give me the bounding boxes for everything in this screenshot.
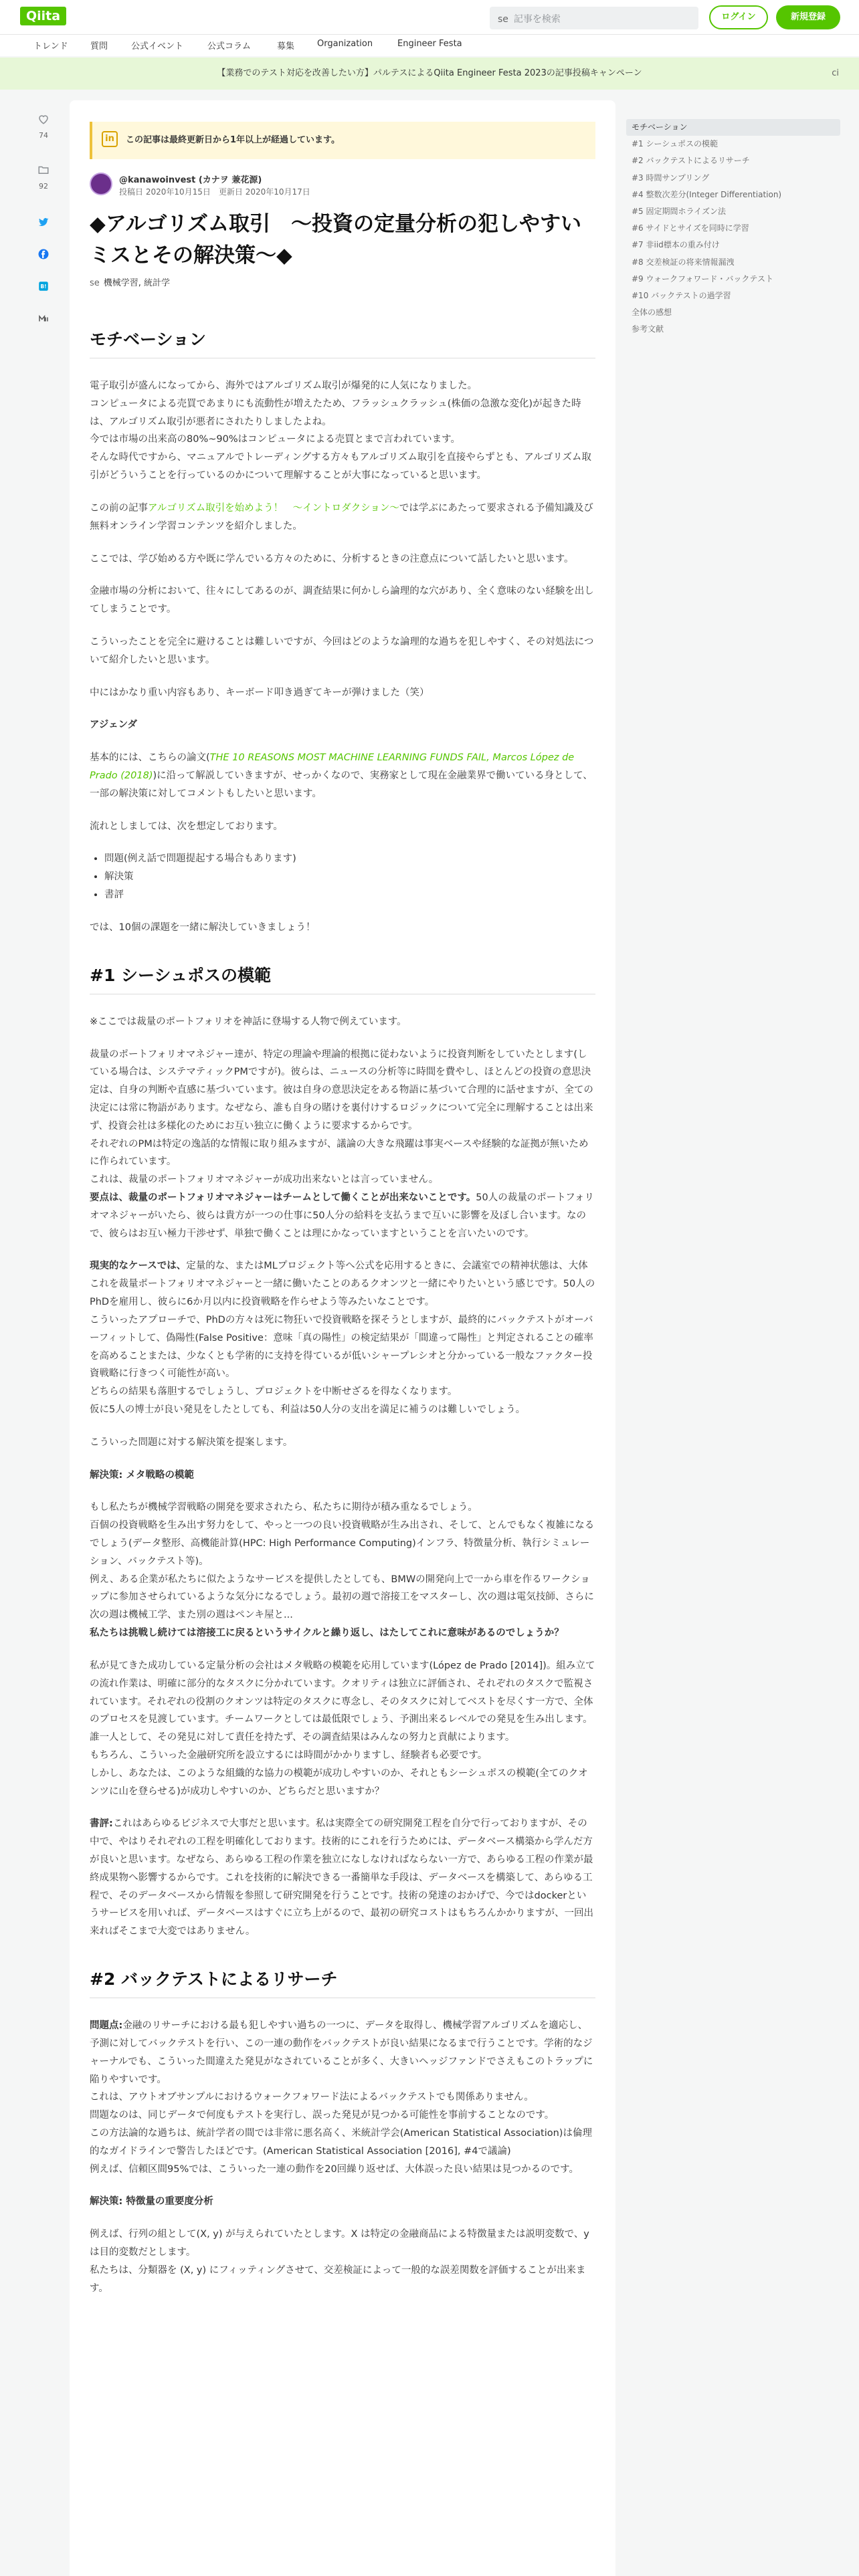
paragraph: 流れとしましては、次を想定しております。 — [90, 821, 283, 832]
outdated-notice — [90, 122, 595, 159]
svg-text:B!: B! — [40, 284, 47, 290]
search-input[interactable] — [490, 7, 698, 29]
page-title: ◆アルゴリズム取引 〜投資の定量分析の犯しやすいミスとその解決策〜◆ — [90, 212, 581, 267]
paragraph: 電子取引が盛んになってから、海外ではアルゴリズム取引が爆発的に人気になりました。 コンピュータによる売買であまりにも流動性が増えたため、フラッシュクラッシュ(株価の急激な変化)が起きた時は、アルゴリズム取引が悪者にされたりしましたよね。 今では市場の出来高の80%~90%はコンピュータによる売買とまで言われています。 そんな時代ですから、マニュアルでトレーディングする方々もアルゴリズム取引を直接やらずとも、アルゴリズム取引がどういうことを行っているのかについて理解することが大事になっていると思います。 — [90, 381, 591, 481]
notice-icon: in — [102, 131, 118, 147]
section-heading-motivation: モチベーション — [90, 328, 595, 358]
tag-icon: se — [90, 278, 100, 288]
toc-item[interactable]: #3 時間サンプリング — [632, 173, 710, 183]
qiita-logo[interactable]: Qiita — [20, 7, 66, 25]
nav-item-official-events[interactable]: 公式イベント — [131, 41, 184, 51]
paragraph: 問題点:金融のリサーチにおける最も犯しやすい過ちの一つに、データを取得し、機械学習アルゴリズムを適応し、予測に対してバックテストを行い、この一連の動作をバックテストが良い結果になるまで行うことです。学術的なジャーナルでも、こういった間違えた発見がなされていることが多く、大きいヘッジファンドでさえもこのトラップに陥りやすいです。 これは、アウトオブサンプルにおけるウォークフォワード法によるバックテストでも関係ありません。 問題なのは、同じデータで何度もテストを実行し、誤った発見が見つかる可能性を事前することなのです。 この方法論的な過ちは、統計学者の間では非常に悪名高く、米統計学会(American Statistical Association)は倫理的なガイドラインで警告したほどです。(American Statistical Association [2016], #4で議論) 例えば、信頼区間95%では、こういった一連の動作を20回繰り返せば、大体誤った良い結果は見つかるのです。 — [90, 2020, 593, 2175]
paragraph: こういったことを完全に避けることは難しいですが、今回はどのような論理的な過ちを犯しやすく、その対処法について紹介したいと思います。 — [90, 636, 594, 665]
list-item: • 解決策 — [104, 868, 595, 886]
toc-item[interactable]: モチベーション — [626, 119, 840, 136]
paragraph: 私が見てきた成功している定量分析の会社はメタ戦略の模範を応用しています(López de Prado [2014])。組み立ての流れ作業は、明確に部分的なタスクに分かれています。クオリティは独立に評価され、それぞれのタスクで監視されています。それぞれの役割のクオンツは特定のタスクに専念し、そのタスクに対してベストを尽くす一方で、全体のプロセスを見渡しています。チームワークとしては最低限でしょう、予測出来るレベルでの発見を生み出します。誰一人として、その発見に対して責任を持たず、その調査結果はみんなの努力と貢献によります。 もちろん、こういった金融研究所を設立するには時間がかかりますし、経験者も必要です。 しかし、あなたは、このような組織的な協力の模範が成功しやすいのか、それともシーシュポスの模範(全てのクオンツに山を登らせる)が成功しやすいのか、どちらだと思いますか？ — [90, 1660, 595, 1797]
list-item: • 問題(例え話で問題提起する場合もあります) — [104, 850, 595, 868]
toc-item[interactable]: #10 バックテストの過学習 — [632, 290, 731, 300]
agenda-list — [104, 850, 595, 903]
login-button[interactable]: ログイン — [709, 5, 768, 29]
toc-item[interactable]: #8 交差検証の将来情報漏洩 — [632, 257, 735, 267]
stock-count: 92 — [39, 182, 48, 191]
tag-list — [90, 276, 170, 288]
paragraph: 私たちは挑戦し続けては溶接工に戻るというサイクルと繰り返し、はたしてこれに意味があるのでしょうか？ — [90, 1628, 564, 1639]
nav-item-trend[interactable]: トレンド — [33, 41, 68, 51]
post-dates: 投稿日 2020年10月15日 更新日 2020年10月17日 — [119, 187, 310, 197]
subheading-solution-1: 解決策: メタ戦略の模範 — [90, 1469, 194, 1481]
share-menu[interactable] — [27, 306, 60, 330]
paragraph: この前の記事アルゴリズム取引を始めよう！ 〜イントロダクション〜では学ぶにあたって要求される予備知識及び無料オンライン学習コンテンツを紹介しました。 — [90, 502, 593, 532]
toc-item[interactable]: #4 整数次差分(Integer Differentiation) — [632, 189, 782, 199]
paragraph: 中にはかなり重い内容もあり、キーボード叩き過ぎてキーが弾けました（笑） — [90, 687, 430, 698]
paragraph: 裁量のポートフォリオマネジャー達が、特定の理論や理論的根拠に従わないように投資判断をしていたとします(している場合は、システマティックPMですが)。彼らは、ニュースの分析等に時間を費やし、ほとんどの投資の意思決定は、自身の判断や直感に基づいています。彼は自身の意思決定をある物語に基づいて合理的に話せますが、全ての決定には常に物語があります。なぜなら、誰も自身の賭けを裏付けするロジックについて完全に理解することは出来ず、投資会社は多様化のためにお互い独立に働くように要求するからです。 それぞれのPMは特定の逸話的な情報に取り組みますが、議論の大きな飛躍は事実ベースや経験的な証拠が無いために作られています。 これは、裁量のポートフォリオマネジャーが成功出来ないとは言っていません。 — [90, 1049, 593, 1186]
more-icon[interactable] — [31, 306, 56, 330]
paragraph: 現実的なケースでは、定量的な、またはMLプロジェクト等へ公式を応用するときに、会議室での精神状態は、大体これを裁量ポートフォリオマネジャーと一緒に働いたことのあるクオンツと一緒にやりたいという感じです。50人のPhDを雇用し、彼らに6か月以内に投資戦略を作らせよう等みたいなことです。 こういったアプローチで、PhDの方々は死に物狂いで投資戦略を探そうとしますが、最終的にバックテストがオーバーフィットして、偽陽性(False Positive：意味「真の陽性」の検定結果が「間違って陽性」と判定されることの確率を高めることまたは、少なくとも学術的に支持を得ているが低いシャープレシオと分かっている一般なファクター投資戦略に行きつく可能性が高い。 どちらの結果も落胆するでしょうし、プロジェクトを中断せざるを得なくなります。 仮に5人の博士が良い発見をしたとしても、利益は50人分の支出を満足に補うのは難しいでしょう。 — [90, 1261, 595, 1415]
top-header — [0, 0, 859, 35]
paragraph: 書評:これはあらゆるビジネスで大事だと思います。私は実際全ての研究開発工程を自分で行っておりますが、その中で、やはりそれぞれの工程を明確化しております。技術的にこれを行うためには、データベース構築から学んだ方が良いと思います。なぜなら、あらゆる工程の作業を独立になしなければならない一方で、あらゆる工程の作業が最終成果物へ影響するからです。これを技術的に解決できる一番簡単な手段は、データベースを構築して、あらゆる工程で、そのデータベースから情報を参照して研究開発を行うことです。技術の発達のおかげで、今ではdockerというサービスを用いれば、データベースはすぐに立ち上がるので、最初の研究コストはもちろんかかりますが、一回出来ればそこまで大変ではありません。 — [90, 1818, 593, 1937]
share-facebook[interactable] — [27, 242, 60, 266]
paragraph: ここでは、学び始める方や既に学んでいる方々のために、分析するときの注意点について話したいと思います。 — [90, 553, 574, 564]
nav-item-organization[interactable]: Organization — [317, 39, 373, 49]
paragraph: こういった問題に対する解決策を提案します。 — [90, 1436, 293, 1448]
toc-item[interactable]: #5 固定期間ホライズン法 — [632, 206, 727, 216]
toc-item[interactable]: 全体の感想 — [632, 308, 672, 318]
nav-item-engineer-festa[interactable]: Engineer Festa — [397, 39, 462, 49]
paragraph: 要点は、裁量のポートフォリオマネジャーはチームとして働くことが出来ないことです。50人の裁量のポートフォリオマネジャーがいたら、彼らは貴方が一つの仕事に50人分の給料を支払うまで互いに影響を及ぼし合います。なので、彼らはお互い極力干渉せず、単独で働くことは理にかなっていますということを言いたいのです。 — [90, 1192, 595, 1239]
hatena-bookmark-icon[interactable] — [31, 274, 56, 298]
nav-item-questions[interactable]: 質問 — [90, 41, 108, 51]
folder-icon[interactable] — [31, 158, 56, 182]
search-prefix: se — [498, 14, 508, 25]
banner-close[interactable]: ci — [832, 68, 839, 78]
share-hatena[interactable] — [27, 274, 60, 298]
toc-item[interactable]: 参考文献 — [632, 324, 664, 334]
paragraph: 金融市場の分析において、往々にしてあるのが、調査結果に何かしら論理的な穴があり、全く意味のない経験を出してしまうことです。 — [90, 586, 594, 615]
twitter-icon[interactable] — [31, 210, 56, 234]
notice-text: この記事は最終更新日から1年以上が経過しています。 — [126, 135, 341, 145]
campaign-banner[interactable] — [0, 58, 859, 90]
facebook-icon[interactable] — [31, 242, 56, 266]
like-action[interactable] — [27, 107, 60, 140]
subheading-solution-2: 解決策: 特徴量の重要度分析 — [90, 2196, 213, 2208]
stock-action[interactable] — [27, 158, 60, 191]
toc-item[interactable]: #1 シーシュポスの模範 — [632, 139, 719, 149]
table-of-contents — [626, 119, 840, 338]
section-heading-1: #1 シーシュポスの模範 — [90, 964, 595, 994]
author-row — [90, 173, 558, 202]
nav-item-official-column[interactable]: 公式コラム — [207, 41, 251, 51]
subheading-agenda: アジェンダ — [90, 720, 138, 731]
avatar[interactable] — [90, 173, 112, 195]
paragraph: ※ここでは裁量のポートフォリオを神話に登場する人物で例えています。 — [90, 1016, 407, 1027]
share-twitter[interactable] — [27, 210, 60, 234]
tag-links[interactable]: 機械学習, 統計学 — [103, 278, 171, 288]
paragraph: 例えば、行列の組として(X, y) が与えられていたとします。X は特定の金融商品による特徴量または説明変数で、yは目的変数だとします。 私たちは、分類器を (X, y) にフィッティングさせて、交差検証によって一般的な誤差関数を評価することが出来ます。 — [90, 2229, 589, 2294]
paper-link[interactable]: THE 10 REASONS MOST MACHINE LEARNING FUNDS FAIL, Marcos López de Prado (2018) — [90, 752, 575, 781]
like-count: 74 — [39, 131, 48, 140]
author-name[interactable]: @kanawoinvest (カナヲ 兼花源) — [119, 175, 262, 185]
toc-item[interactable]: #9 ウォークフォワード・バックテスト — [632, 274, 773, 284]
toc-item[interactable]: #6 サイドとサイズを同時に学習 — [632, 223, 749, 233]
toc-item[interactable]: #2 バックテストによるリサーチ — [632, 156, 750, 166]
article-body — [90, 321, 595, 2312]
paragraph: 基本的には、こちらの論文(THE 10 REASONS MOST MACHINE LEARNING FUNDS FAIL, Marcos López de Prado (2018))に沿って解説していきますが、せっかくなので、実務家として現在金融業界で働いている身として、一部の解決策に対してコメントもしたいと思います。 — [90, 752, 593, 799]
banner-text: 【業務でのテスト対応を改善したい方】パルテスによるQiita Engineer Festa 2023の記事投稿キャンペーン — [217, 68, 642, 78]
article-card — [70, 100, 615, 2576]
prev-article-link[interactable]: アルゴリズム取引を始めよう！ 〜イントロダクション〜 — [148, 502, 399, 514]
heart-icon[interactable] — [31, 107, 56, 131]
global-nav — [0, 35, 859, 56]
list-item: • 書評 — [104, 886, 595, 904]
paragraph: もし私たちが機械学習戦略の開発を要求されたら、私たちに期待が積み重なるでしょう。 百個の投資戦略を生み出す努力をして、やっと一つの良い投資戦略が生み出され、そして、とんでもなく複雑になるでしょう(データ整形、高機能計算(HPC: High Performance Computing)インフラ、特徴量分析、執行シミュレーション、バックテスト等)。 例え、ある企業が私たちに似たようなサービスを提供したとしても、BMWの開発向上で一から車を作るワークショップに参加させられているような気分になるでしょう。最初の週で溶接工をマスターし、次の週は電気技師、さらに次の週は機械工学、また別の週はペンキ屋と... — [90, 1502, 595, 1621]
signup-button[interactable]: 新規登録 — [776, 5, 840, 29]
toc-item[interactable]: #7 非iid標本の重み付け — [632, 240, 720, 250]
section-heading-2: #2 バックテストによるリサーチ — [90, 1967, 595, 1998]
paragraph: では、10個の課題を一緒に解決していきましょう！ — [90, 922, 316, 933]
nav-item-recruit[interactable]: 募集 — [277, 41, 295, 51]
search-placeholder: 記事を検索 — [513, 14, 561, 25]
